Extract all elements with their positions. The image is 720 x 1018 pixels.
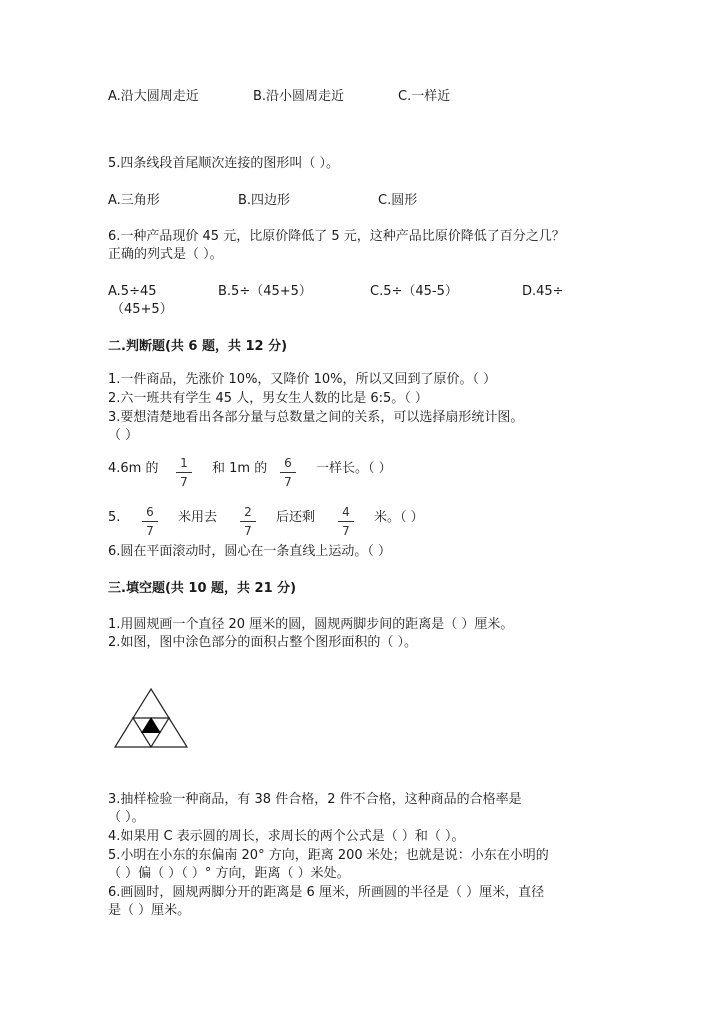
question-item: 是（ ）厘米。 xyxy=(108,903,191,918)
question-item: 1.用圆规画一个直径 20 厘米的圆，圆规两脚步间的距离是（ ）厘米。 xyxy=(108,617,514,632)
option-c: C.5÷（45-5） xyxy=(370,284,458,299)
numerator: 4 xyxy=(338,505,354,522)
section-title: 二.判断题(共 6 题，共 12 分) xyxy=(108,339,288,354)
question-text: 一样长。（ ） xyxy=(316,461,392,476)
numerator: 6 xyxy=(280,456,296,473)
option-b: B.四边形 xyxy=(238,193,291,208)
question-item: 4.如果用 C 表示圆的周长，求周长的两个公式是（ ）和（ ）。 xyxy=(108,829,465,844)
option-c: C.一样近 xyxy=(398,89,451,104)
fraction xyxy=(142,505,158,538)
question-item: 2.如图，图中涂色部分的面积占整个图形面积的（ ）。 xyxy=(108,635,418,650)
numerator: 1 xyxy=(176,456,192,473)
denominator: 7 xyxy=(342,524,350,538)
question-stem: 正确的列式是（ ）。 xyxy=(108,247,223,262)
triangle-figure xyxy=(113,687,193,751)
denominator: 7 xyxy=(180,475,188,489)
question-item: （ ） xyxy=(108,428,139,443)
question-item: （ ）。 xyxy=(108,810,145,825)
question-item: 6.圆在平面滚动时，圆心在一条直线上运动。（ ） xyxy=(108,544,392,559)
option-b: B.沿小圆周走近 xyxy=(253,89,345,104)
question-item: 6.画圆时，圆规两脚分开的距离是 6 厘米，所画圆的半径是（ ）厘米，直径 xyxy=(108,885,545,900)
question-text: 米用去 xyxy=(178,510,218,525)
option-c: C.圆形 xyxy=(378,193,418,208)
option-a: A.沿大圆周走近 xyxy=(108,89,199,104)
numerator: 2 xyxy=(240,505,256,522)
question-item: （ ）偏（ ）（ ）° 方向，距离（ ）米处。 xyxy=(108,866,350,881)
option-d: D.45÷ xyxy=(522,284,564,299)
question-item: 2.六一班共有学生 45 人，男女生人数的比是 6:5。（ ） xyxy=(108,391,428,406)
question-text: 米。（ ） xyxy=(374,510,424,525)
option-a: A.5÷45 xyxy=(108,284,157,299)
denominator: 7 xyxy=(244,524,252,538)
option-d-continued: （45+5） xyxy=(111,302,173,317)
option-a: A.三角形 xyxy=(108,193,160,208)
numerator: 6 xyxy=(142,505,158,522)
denominator: 7 xyxy=(284,475,292,489)
question-text: 后还剩 xyxy=(276,510,316,525)
question-item: 3.要想清楚地看出各部分量与总数量之间的关系，可以选择扇形统计图。 xyxy=(108,410,524,425)
fraction xyxy=(240,505,256,538)
fraction xyxy=(176,456,192,489)
question-item: 5.小明在小东的东偏南 20° 方向，距离 200 米处；也就是说：小东在小明的 xyxy=(108,848,549,863)
question-stem: 5.四条线段首尾顺次连接的图形叫（ ）。 xyxy=(108,156,340,171)
question-item: 3.抽样检验一种商品，有 38 件合格，2 件不合格，这种商品的合格率是 xyxy=(108,792,522,807)
question-stem: 6.一种产品现价 45 元，比原价降低了 5 元，这种产品比原价降低了百分之几？ xyxy=(108,229,565,244)
question-text: 5. xyxy=(108,510,121,525)
question-text: 和 1m 的 xyxy=(212,461,268,476)
question-text: 4.6m 的 xyxy=(108,461,159,476)
question-item: 1.一件商品，先涨价 10%，又降价 10%，所以又回到了原价。（ ） xyxy=(108,372,497,387)
fraction xyxy=(338,505,354,538)
fraction xyxy=(280,456,296,489)
section-title: 三.填空题(共 10 题，共 21 分) xyxy=(108,581,297,596)
option-b: B.5÷（45+5） xyxy=(218,284,312,299)
denominator: 7 xyxy=(146,524,154,538)
